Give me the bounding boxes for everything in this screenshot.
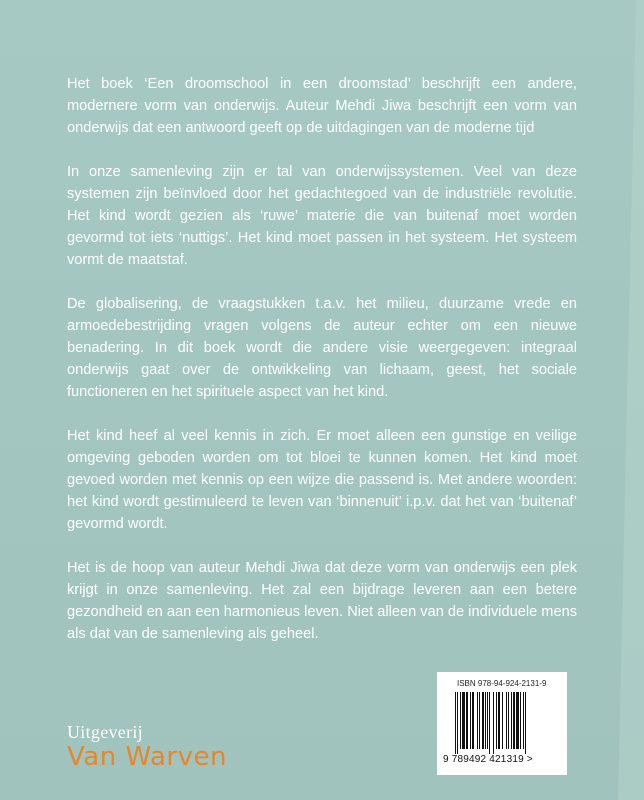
cover-blurb	[67, 73, 577, 667]
ean-text: 9 789492 421319 >	[443, 754, 533, 765]
cover-edge-shadow	[596, 0, 644, 800]
blurb-paragraph-3: De globalisering, de vraagstukken t.a.v. het milieu, duurzame vrede en armoedebestrijding vragen volgens de auteur echter om een nieuwe benadering. In dit boek wordt die andere visie weergegeven: integraal onderwijs gaat over de ontwikkeling van lichaam, geest, het sociale functioneren en het spirituele aspect van het kind.	[67, 296, 577, 400]
publisher-name: Van Warven	[67, 742, 227, 772]
blurb-paragraph-2: In onze samenleving zijn er tal van onderwijssystemen. Veel van deze systemen zijn beïnvloed door het gedachtegoed van de industriële revolutie. Het kind wordt gezien als ‘ruwe’ materie die van buitenaf moet worden gevormd tot iets ‘nuttigs’. Het kind moet passen in het systeem. Het systeem vormt de maatstaf.	[67, 164, 577, 268]
isbn-text: ISBN 978-94-924-2131-9	[457, 679, 547, 688]
blurb-paragraph-4: Het kind heef al veel kennis in zich. Er moet alleen een gunstige en veilige omgeving geboden worden om tot bloei te kunnen komen. Het kind moet gevoed worden met kennis op een wijze die passend is. Met andere woorden: het kind wordt gestimuleerd te leven van ‘binnenuit’ i.p.v. dat het van ‘buitenaf’ gevormd wordt.	[67, 428, 577, 532]
publisher-logo	[67, 722, 227, 772]
publisher-label: Uitgeverij	[67, 722, 143, 742]
blurb-paragraph-5: Het is de hoop van auteur Mehdi Jiwa dat deze vorm van onderwijs een plek krijgt in onze samenleving. Het zal een bijdrage leveren aan een betere gezondheid en aan een harmonieus leven. Niet alleen van de individuele mens als dat van de samenleving als geheel.	[67, 560, 577, 642]
blurb-paragraph-1: Het boek ‘Een droomschool in een droomstad’ beschrijft een andere, modernere vorm van onderwijs. Auteur Mehdi Jiwa beschrijft een vorm van onderwijs dat een antwoord geeft op de uitdagingen van de moderne tijd	[67, 76, 577, 136]
barcode-label	[437, 672, 567, 775]
barcode-icon	[455, 692, 551, 754]
